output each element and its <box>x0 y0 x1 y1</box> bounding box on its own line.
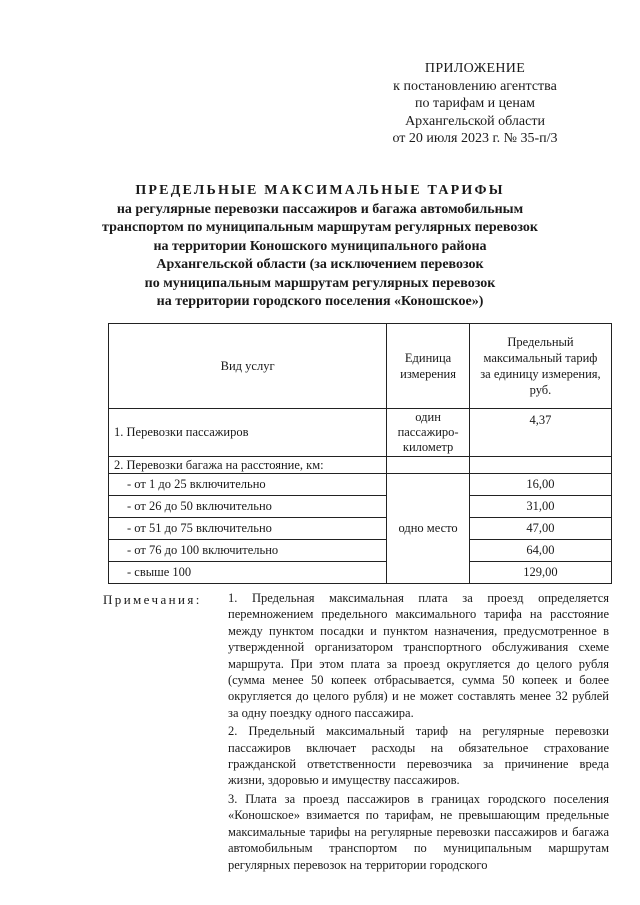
cell-unit <box>387 457 470 474</box>
appendix-date: от 20 июля 2023 г. № 35-п/3 <box>392 131 558 146</box>
cell-tariff: 4,37 <box>469 409 611 457</box>
header-tariff: Предельный максимальный тариф за единицу измерения, руб. <box>469 324 611 409</box>
table-row <box>109 409 612 457</box>
table-row <box>109 562 612 584</box>
appendix-line: по тарифам и ценам <box>415 96 535 111</box>
appendix-header <box>360 60 590 148</box>
title-line: Архангельской области (за исключением перевозок <box>156 257 484 272</box>
title-line: по муниципальным маршрутам регулярных перевозок <box>144 275 496 291</box>
cell-unit-merged: одно место <box>387 474 470 584</box>
title-heading: ПРЕДЕЛЬНЫЕ МАКСИМАЛЬНЫЕ ТАРИФЫ <box>135 183 505 198</box>
cell-tariff: 64,00 <box>469 540 611 562</box>
table-header-row <box>109 324 612 409</box>
cell-service: 2. Перевозки багажа на расстояние, км: <box>109 457 387 474</box>
title-line: на территории Коношского муниципального района <box>153 238 487 254</box>
cell-unit: один пассажиро- километр <box>387 409 470 457</box>
note-item: 1. Предельная максимальная плата за проезд определяется перемножением предельного максимального тарифа на расстояние между пунктом посадки и пунктом назначения, предусмотренное в утвержденной организатором транспортного обслуживания схеме маршрута. При этом плата за проезд округляется до целого рубля (сумма менее 50 копеек отбрасывается, сумма 50 копеек и более округляется до целого рубля) и не может составлять менее 32 рублей за одну поездку одного пассажира. <box>228 591 609 720</box>
title-line: на регулярные перевозки пассажиров и багажа автомобильным <box>116 201 524 217</box>
table-row <box>109 457 612 474</box>
tariff-table <box>108 323 612 584</box>
title-line: транспортом по муниципальным маршрутам регулярных перевозок <box>102 220 538 235</box>
note-item: 3. Плата за проезд пассажиров в границах городского поселения «Коношское» взимается по тарифам, не превышающим предельные максимальные тарифы на регулярные перевозки пассажиров и багажа автомобильным транспортом по муниципальным маршрутам регулярных перевозок на территории городского <box>228 791 609 872</box>
table-row <box>109 540 612 562</box>
cell-service: 1. Перевозки пассажиров <box>109 409 387 457</box>
cell-tariff <box>469 457 611 474</box>
title-line: на территории городского поселения «Коношское») <box>156 294 484 309</box>
document-title <box>100 182 540 312</box>
cell-tariff: 47,00 <box>469 518 611 540</box>
header-unit: Единица измерения <box>387 324 470 409</box>
appendix-line: Архангельской области <box>405 113 545 129</box>
appendix-line: к постановлению агентства <box>393 78 557 94</box>
notes-label: Примечания: <box>103 592 202 607</box>
cell-service: - от 26 до 50 включительно <box>109 496 387 518</box>
cell-service: - от 1 до 25 включительно <box>109 474 387 496</box>
table-row <box>109 474 612 496</box>
cell-tariff: 129,00 <box>469 562 611 584</box>
table-row <box>109 496 612 518</box>
cell-tariff: 16,00 <box>469 474 611 496</box>
cell-service: - от 51 до 75 включительно <box>109 518 387 540</box>
cell-service: - свыше 100 <box>109 562 387 584</box>
header-service: Вид услуг <box>109 324 387 409</box>
cell-service: - от 76 до 100 включительно <box>109 540 387 562</box>
appendix-title: ПРИЛОЖЕНИЕ <box>424 61 526 76</box>
notes-section <box>228 590 609 875</box>
note-item: 2. Предельный максимальный тариф на регулярные перевозки пассажиров включает расходы на обязательное страхование гражданской ответственности перевозчика за причинение вреда жизни, здоровью и имуществу пассажиров. <box>228 724 609 788</box>
cell-tariff: 31,00 <box>469 496 611 518</box>
table-row <box>109 518 612 540</box>
